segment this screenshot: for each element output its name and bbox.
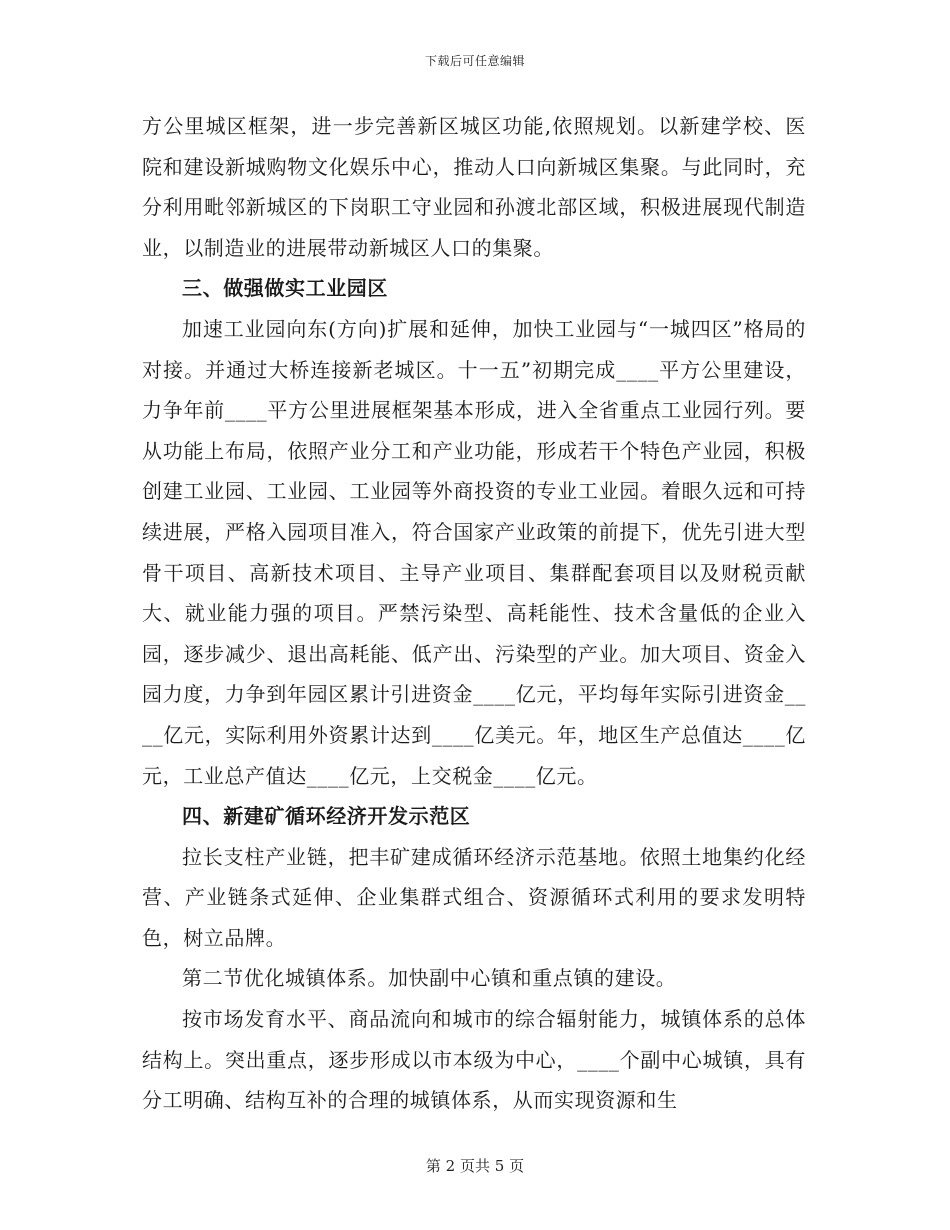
page-header: 下载后可任意编辑 bbox=[424, 54, 525, 68]
paragraph-section-two: 第二节优化城镇体系。加快副中心镇和重点镇的建设。 bbox=[182, 966, 677, 991]
section-heading-4: 四、新建矿循环经济开发示范区 bbox=[182, 804, 471, 829]
paragraph-circular-economy: 拉长支柱产业链，把丰矿建成循环经济示范基地。依照土地集约化经营、产业链条式延伸、企业集群式组合、资源循环式利用的要求发明特色，树立品牌。 bbox=[142, 844, 806, 950]
document-body bbox=[142, 106, 806, 1121]
paragraph-continued: 方公里城区框架，进一步完善新区城区功能,依照规划。以新建学校、医院和建设新城购物文化娱乐中心，推动人口向新城区集聚。与此同时，充分利用毗邻新城区的下岗职工守业园和孙渡北部区域，积极进展现代制造业，以制造业的进展带动新城区人口的集聚。 bbox=[142, 114, 806, 260]
paragraph-town-system: 按市场发育水平、商品流向和城市的综合辐射能力，城镇体系的总体结构上。突出重点，逐步形成以市本级为中心，____个副中心城镇，具有分工明确、结构互补的合理的城镇体系，从而实现资源和生 bbox=[142, 1007, 806, 1113]
page-footer: 第 2 页共 5 页 bbox=[425, 1157, 525, 1175]
paragraph-industrial-park: 加速工业园向东(方向)扩展和延伸，加快工业园与“一城四区”格局的对接。并通过大桥连接新老城区。十一五”初期完成____平方公里建设，力争年前____平方公里进展框架基本形成，进入全省重点工业园行列。要从功能上布局，依照产业分工和产业功能，形成若干个特色产业园，积极创建工业园、工业园、工业园等外商投资的专业工业园。着眼久远和可持续进展，严格入园项目准入，符合国家产业政策的前提下，优先引进大型骨干项目、高新技术项目、主导产业项目、集群配套项目以及财税贡献大、就业能力强的项目。严禁污染型、高耗能性、技术含量低的企业入园，逐步减少、退出高耗能、低产出、污染型的产业。加大项目、资金入园力度，力争到年园区累计引进资金____亿元，平均每年实际引进资金____亿元，实际利用外资累计达到____亿美元。年，地区生产总值达____亿元，工业总产值达____亿元，上交税金____亿元。 bbox=[142, 316, 806, 788]
section-heading-3: 三、做强做实工业园区 bbox=[182, 276, 388, 301]
